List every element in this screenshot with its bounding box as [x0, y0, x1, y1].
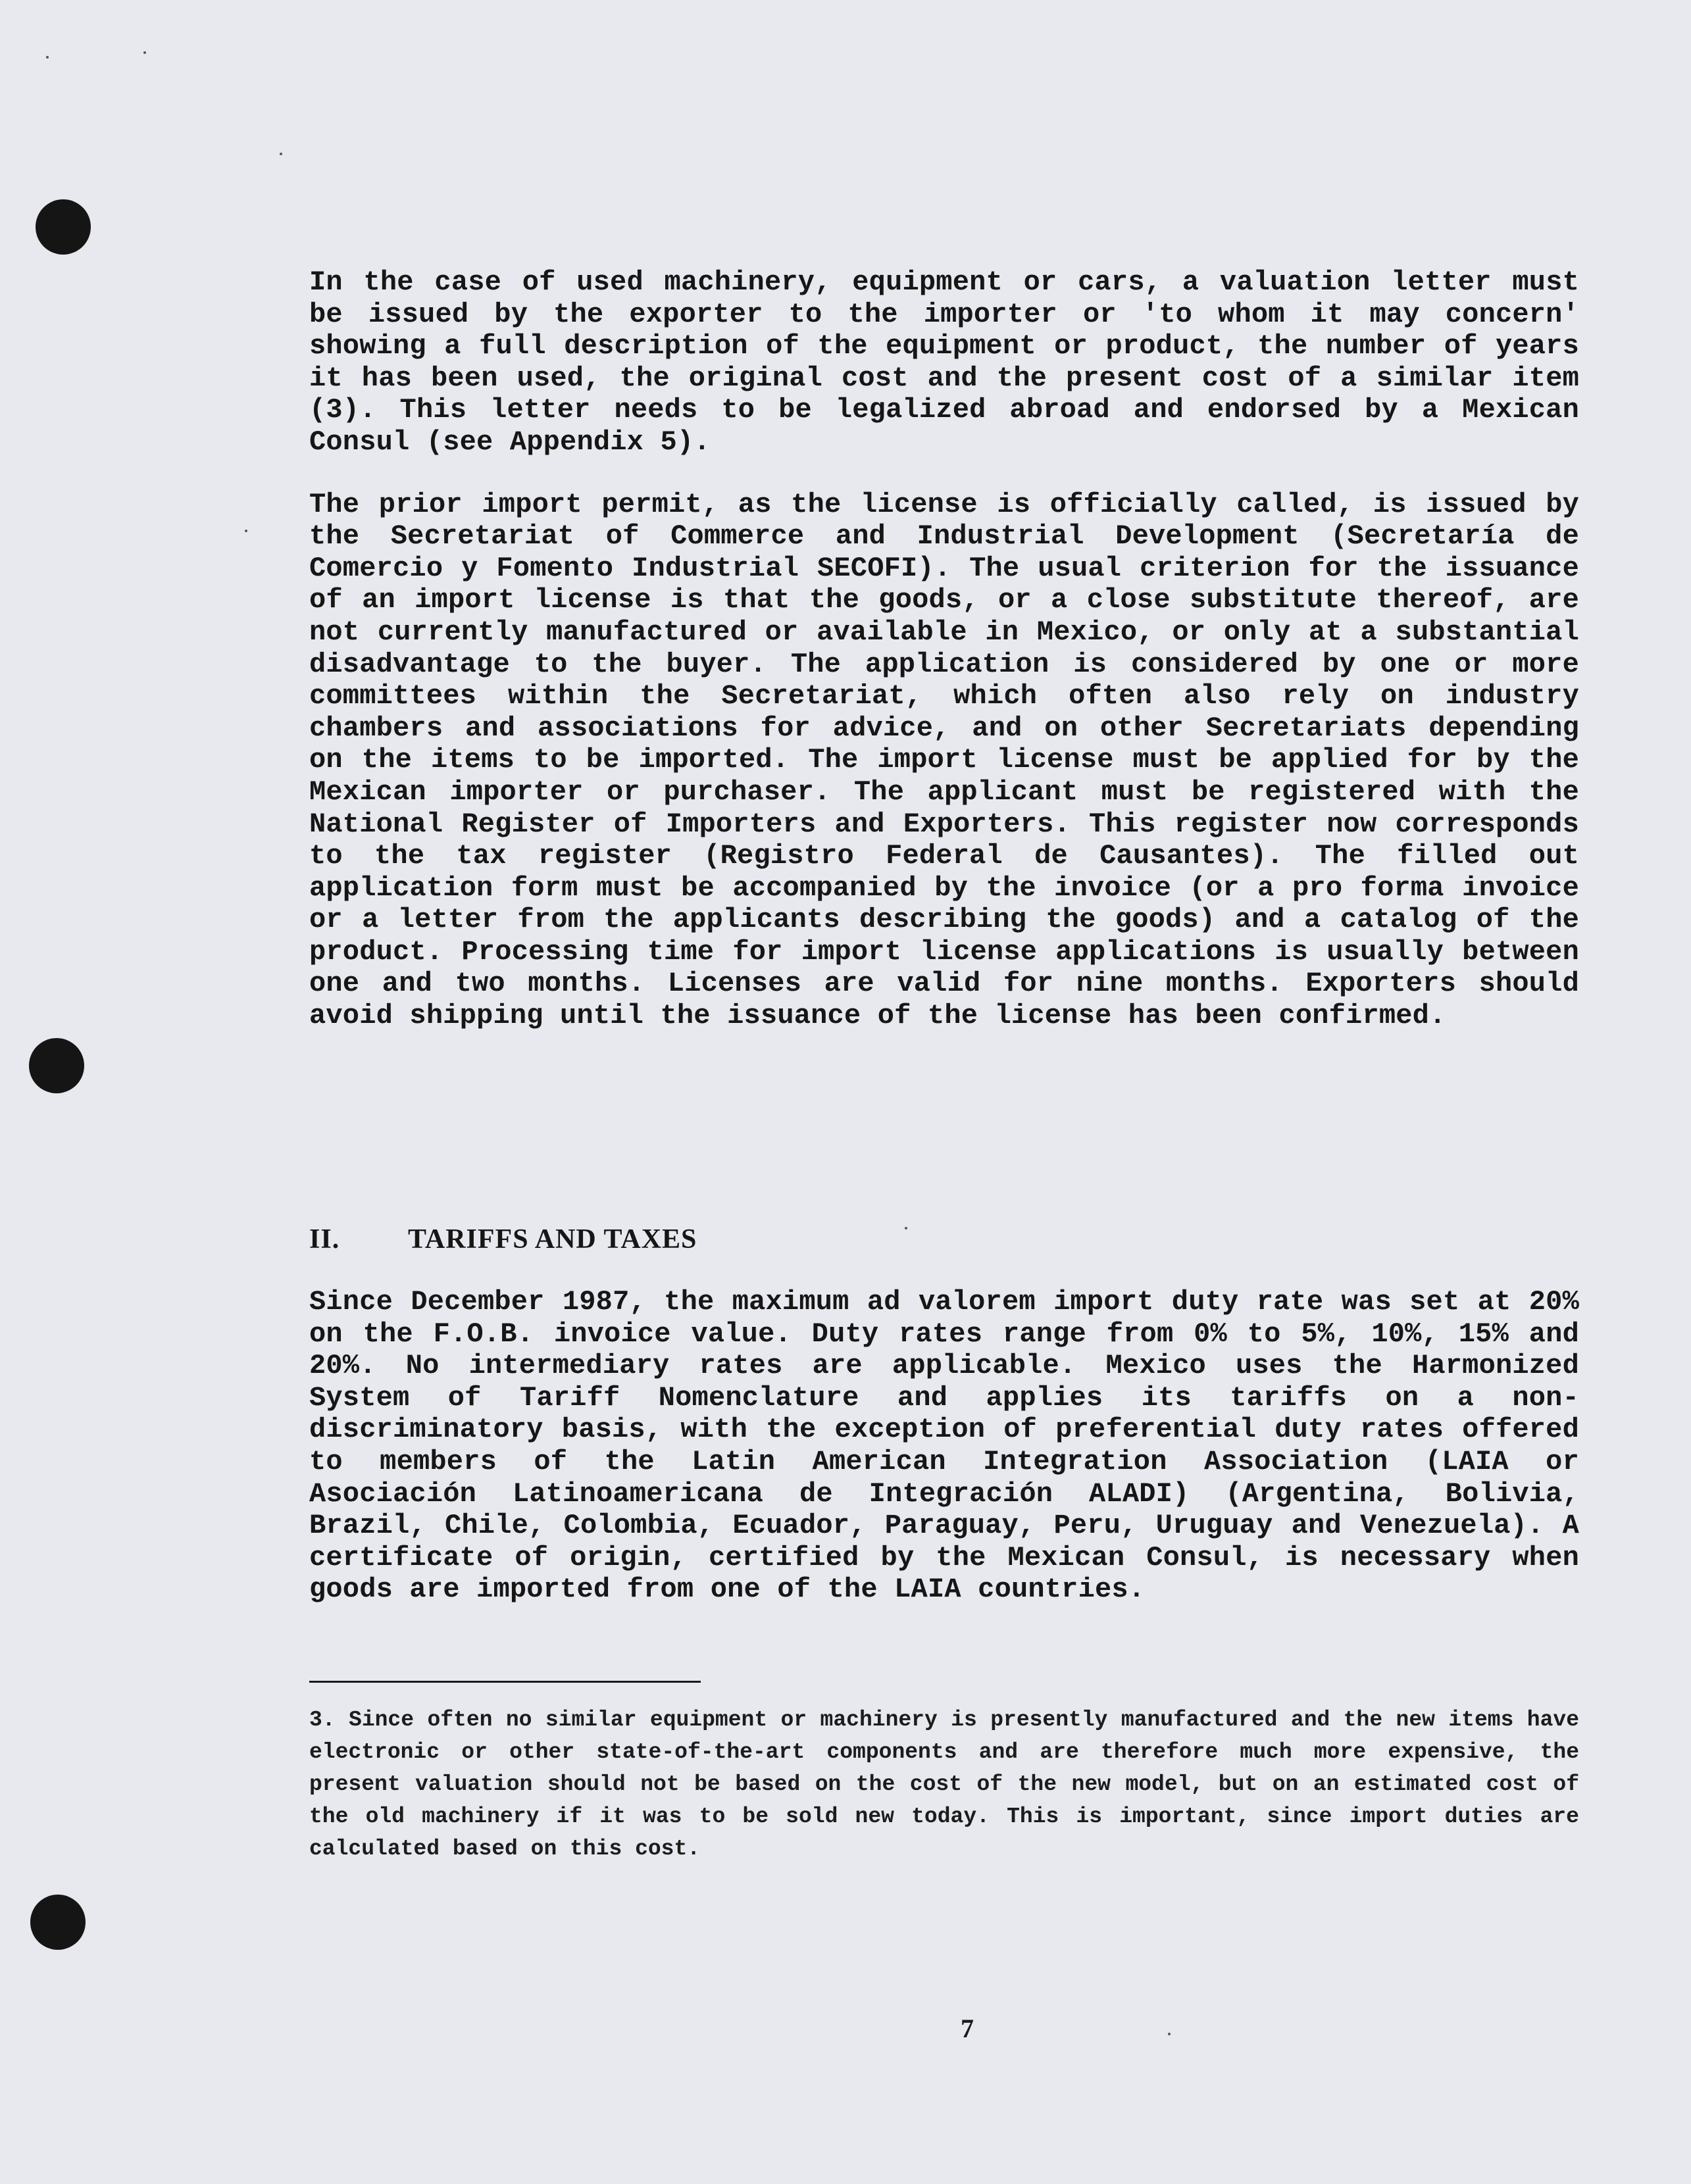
paragraph-tariffs: Since December 1987, the maximum ad valorem import duty rate was set at 20% on the F.O.B. invoice value. Duty rates range from 0% to 5%, 10%, 15% and 20%. No intermediary rates are applicable. Mexico uses the Harmonized System of Tariff Nomenclature and applies its tariffs on a non-discriminatory basis, with the exception of preferential duty rates offered to members of the Latin American Integration Association (LAIA or Asociación Latinoamericana de Integración ALADI) (Argentina, Bolivia, Brazil, Chile, Colombia, Ecuador, Paraguay, Peru, Uruguay and Venezuela). A certificate of origin, certified by the Mexican Consul, is necessary when goods are imported from one of the LAIA countries. [309, 1286, 1579, 1606]
footnote: 3. Since often no similar equipment or machinery is presently manufactured and the new items have electronic or other state-of-the-art components and are therefore much more expensive, the present valuation should not be based on the cost of the new model, but on an estimated cost of the old machinery if it was to be sold new today. This is important, since import duties are calculated based on this cost. [309, 1708, 1579, 1861]
page-body [309, 266, 1579, 1861]
binder-hole-bottom [30, 1895, 86, 1950]
page-number: 7 [961, 2014, 974, 2043]
scan-speck [1168, 2033, 1171, 2035]
scan-speck [245, 530, 247, 532]
paragraph-import-permit: The prior import permit, as the license is officially called, is issued by the Secretariat of Commerce and Industrial Development (Secretaría de Comercio y Fomento Industrial SECOFI). The usual criterion for the issuance of an import license is that the goods, or a close substitute thereof, are not currently manufactured or available in Mexico, or only at a substantial disadvantage to the buyer. The application is considered by one or more committees within the Secretariat, which often also rely on industry chambers and associations for advice, and on other Secretariats depending on the items to be imported. The import license must be applied for by the Mexican importer or purchaser. The applicant must be registered with the National Register of Importers and Exporters. This register now corresponds to the tax register (Registro Federal de Causantes). The filled out application form must be accompanied by the invoice (or a pro forma invoice or a letter from the applicants describing the goods) and a catalog of the product. Processing time for import license applications is usually between one and two months. Licenses are valid for nine months. Exporters should avoid shipping until the issuance of the license has been confirmed. [309, 488, 1579, 1032]
scan-speck [46, 56, 49, 59]
footnote-divider [309, 1681, 701, 1683]
scan-speck [905, 1227, 907, 1229]
binder-hole-middle [29, 1038, 84, 1093]
scan-speck [280, 153, 282, 155]
scan-speck [143, 51, 146, 54]
binder-hole-top [36, 199, 91, 255]
section-number: II. [309, 1224, 340, 1254]
section-title: TARIFFS AND TAXES [408, 1224, 697, 1254]
section-heading [309, 1224, 697, 1255]
paragraph-valuation-letter: In the case of used machinery, equipment or cars, a valuation letter must be issued by the exporter to the importer or 'to whom it may concern' showing a full description of the equipment or product, the number of years it has been used, the original cost and the present cost of a similar item (3). This letter needs to be legalized abroad and endorsed by a Mexican Consul (see Appendix 5). [309, 266, 1579, 458]
